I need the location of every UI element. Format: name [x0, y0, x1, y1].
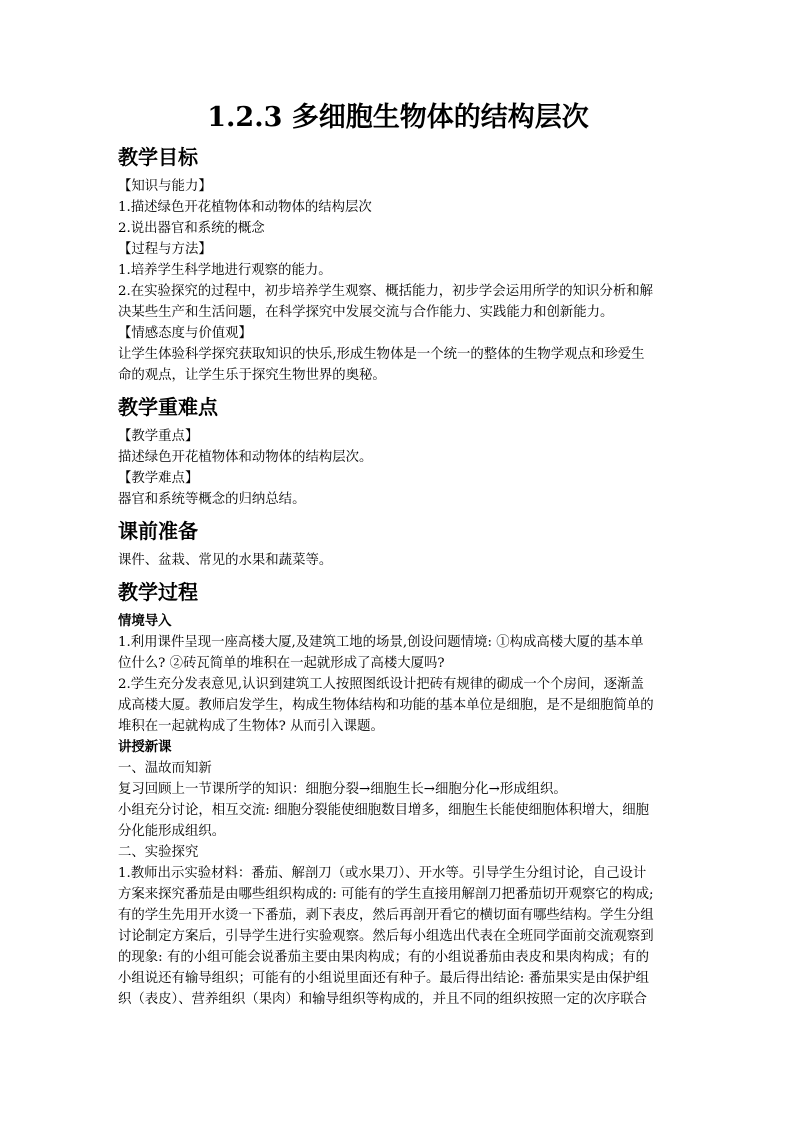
- paragraph-line: 【教学重点】: [118, 429, 199, 444]
- paragraph-line: 小组充分讨论，相互交流: 细胞分裂能使细胞数目增多，细胞生长能使细胞体积增大，细胞: [118, 803, 649, 818]
- paragraph-line: 成高楼大厦。教师启发学生，构成生物体结构和功能的基本单位是细胞，是不是细胞简单的: [118, 698, 654, 713]
- paragraph-line: 器官和系统等概念的归纳总结。: [118, 492, 306, 507]
- heading-teaching-goals: 教学目标: [118, 145, 198, 169]
- heading-key-points: 教学重难点: [118, 395, 218, 419]
- paragraph-line: 织（表皮）、营养组织（果肉）和输导组织等构成的，并且不同的组织按照一定的次序联合: [118, 992, 647, 1007]
- paragraph-line: 命的观点，让学生乐于探究生物世界的奥秘。: [118, 368, 386, 383]
- paragraph-line: 二、实验探究: [118, 845, 199, 860]
- preparation-body: [118, 550, 678, 571]
- paragraph-line: 1.教师出示实验材料：番茄、解剖刀（或水果刀）、开水等。引导学生分组讨论，自己设计: [118, 866, 647, 881]
- teaching-goals-body: [118, 176, 678, 386]
- paragraph-line: 1.利用课件呈现一座高楼大厦,及建筑工地的场景,创设问题情境: ①构成高楼大厦的基本单: [118, 635, 644, 650]
- paragraph-line: 有的学生先用开水烫一下番茄，剥下表皮，然后再剖开看它的横切面有哪些结构。学生分组: [118, 908, 654, 923]
- paragraph-line: 让学生体验科学探究获取知识的快乐,形成生物体是一个统一的整体的生物学观点和珍爱生: [118, 347, 645, 362]
- paragraph-line: 2.在实验探究的过程中，初步培养学生观察、概括能力，初步学会运用所学的知识分析和解: [118, 284, 654, 299]
- heading-preparation: 课前准备: [118, 519, 198, 543]
- paragraph-line: 决某些生产和生活问题，在科学探究中发展交流与合作能力、实践能力和创新能力。: [118, 305, 614, 320]
- paragraph-line: 堆积在一起就构成了生物体? 从而引入课题。: [118, 719, 384, 734]
- heading-teaching-process: 教学过程: [118, 580, 198, 604]
- paragraph-line: 2.学生充分发表意见,认识到建筑工人按照图纸设计把砖有规律的砌成一个个房间，逐渐盖: [118, 677, 644, 692]
- paragraph-line: 2.说出器官和系统的概念: [118, 221, 265, 236]
- paragraph-line: 描述绿色开花植物体和动物体的结构层次。: [118, 450, 373, 465]
- paragraph-line: 【知识与能力】: [118, 179, 212, 194]
- paragraph-line: 讨论制定方案后，引导学生进行实验观察。然后每小组选出代表在全班同学面前交流观察到: [118, 929, 654, 944]
- document-body: [118, 100, 678, 1010]
- page-title: 1.2.3 多细胞生物体的结构层次: [207, 102, 589, 133]
- paragraph-line: 课件、盆栽、常见的水果和蔬菜等。: [118, 553, 333, 568]
- paragraph-line: 方案来探究番茄是由哪些组织构成的: 可能有的学生直接用解剖刀把番茄切开观察它的构成;: [118, 887, 654, 902]
- paragraph-line: 的现象: 有的小组可能会说番茄主要由果肉构成；有的小组说番茄由表皮和果肉构成；有的: [118, 950, 649, 965]
- paragraph-line: 小组说还有输导组织；可能有的小组说里面还有种子。最后得出结论: 番茄果实是由保护组: [118, 971, 649, 986]
- paragraph-line: 【教学难点】: [118, 471, 199, 486]
- subheading-scenario-intro: 情境导入: [118, 613, 172, 629]
- paragraph-line: 【情感态度与价值观】: [118, 326, 252, 341]
- teaching-process-body: [118, 611, 678, 1010]
- paragraph-line: 复习回顾上一节课所学的知识：细胞分裂→细胞生长→细胞分化→形成组织。: [118, 782, 567, 797]
- paragraph-line: 一、温故而知新: [118, 761, 212, 776]
- paragraph-line: 位什么? ②砖瓦简单的堆积在一起就形成了高楼大厦吗?: [118, 656, 445, 671]
- paragraph-line: 分化能形成组织。: [118, 824, 226, 839]
- paragraph-line: 【过程与方法】: [118, 242, 212, 257]
- key-points-body: [118, 426, 678, 510]
- paragraph-line: 1.描述绿色开花植物体和动物体的结构层次: [118, 200, 372, 215]
- paragraph-line: 1.培养学生科学地进行观察的能力。: [118, 263, 332, 278]
- subheading-new-lesson: 讲授新课: [118, 739, 172, 755]
